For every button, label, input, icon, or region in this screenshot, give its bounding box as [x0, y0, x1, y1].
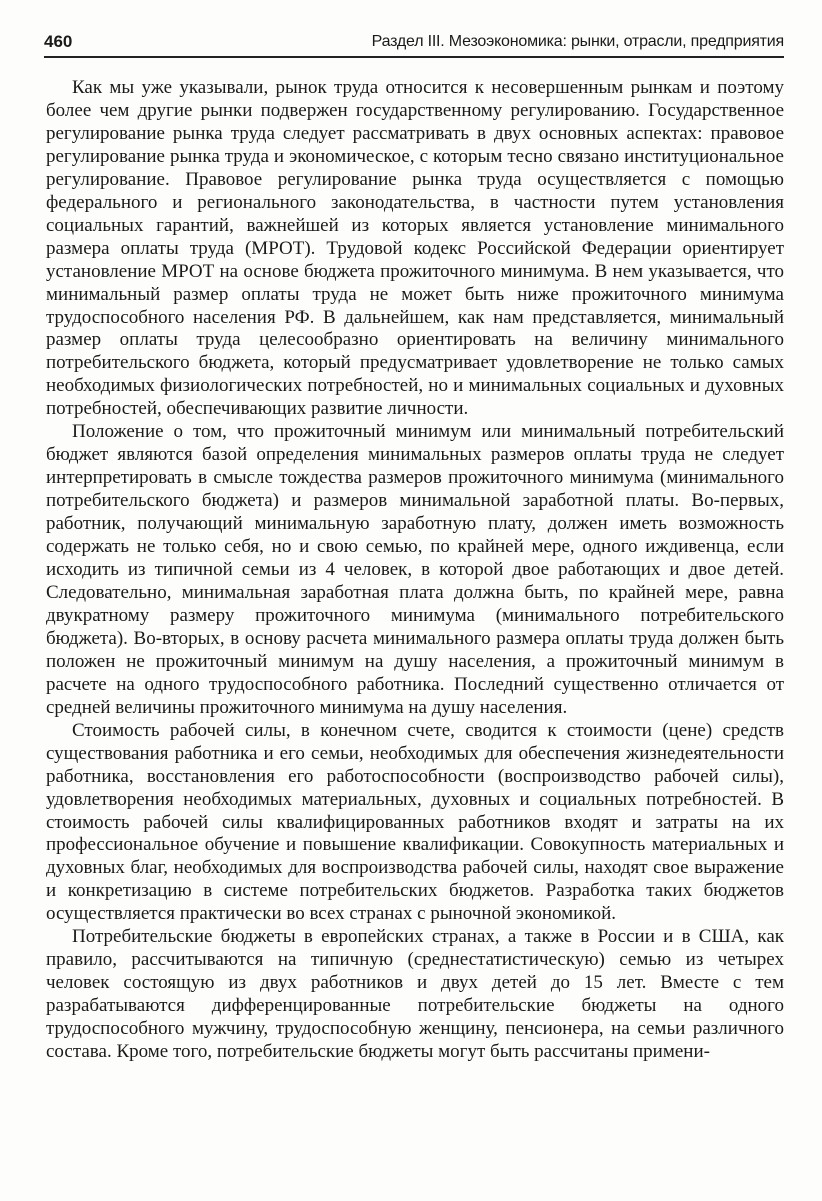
paragraph: Стоимость рабочей силы, в конечном счете, сводится к стоимости (цене) средств существования работника и его семьи, необходимых для обеспечения жизнедеятельности работника, восстановления его работоспособности (воспроизводство рабочей силы), удовлетворения необходимых материальных, духовных и социальных потребностей. В стоимость рабочей силы квалифицированных работников входят и затраты на их профессиональное обучение и повышение квалификации. Совокупность материальных и духовных благ, необходимых для воспроизводства рабочей силы, находят свое выражение и конкретизацию в системе потребительских бюджетов. Разработка таких бюджетов осуществляется практически во всех странах с рыночной экономикой. [46, 719, 784, 925]
body-text [46, 77, 784, 1064]
paragraph: Как мы уже указывали, рынок труда относится к несовершенным рынкам и поэтому более чем другие рынки подвержен государственному регулированию. Государственное регулирование рынка труда следует рассматривать в двух основных аспектах: правовое регулирование рынка труда и экономическое, с которым тесно связано институциональное регулирование. Правовое регулирование рынка труда осуществляется с помощью федерального и регионального законодательства, в частности путем установления социальных гарантий, важнейшей из которых является установление минимального размера оплаты труда (МРОТ). Трудовой кодекс Российской Федерации ориентирует установление МРОТ на основе бюджета прожиточного минимума. В нем указывается, что минимальный размер оплаты труда не может быть ниже прожиточного минимума трудоспособного населения РФ. В дальнейшем, как нам представляется, минимальный размер оплаты труда целесообразно ориентировать на величину минимального потребительского бюджета, который предусматривает удовлетворение не только самых необходимых физиологических потребностей, но и минимальных социальных и духовных потребностей, обеспечивающих развитие личности. [46, 77, 784, 420]
running-head: Раздел III. Мезоэкономика: рынки, отрасли, предприятия [371, 33, 784, 50]
page-header [44, 30, 784, 58]
page-number: 460 [44, 32, 73, 51]
paragraph: Положение о том, что прожиточный минимум или минимальный потребительский бюджет являются базой определения минимальных размеров оплаты труда не следует интерпретировать в смысле тождества размеров прожиточного минимума (минимального потребительского бюджета) и размеров минимальной заработной платы. Во-первых, работник, получающий минимальную заработную плату, должен иметь возможность содержать не только себя, но и свою семью, по крайней мере, одного иждивенца, если исходить из типичной семьи из 4 человек, в которой двое работающих и двое детей. Следовательно, минимальная заработная плата должна быть, по крайней мере, равна двукратному размеру прожиточного минимума (минимального потребительского бюджета). Во-вторых, в основу расчета минимального размера оплаты труда должен быть положен не прожиточный минимум на душу населения, а прожиточный минимум в расчете на одного трудоспособного работника. Последний существенно отличается от средней величины прожиточного минимума на душу населения. [46, 421, 784, 718]
paragraph: Потребительские бюджеты в европейских странах, а также в России и в США, как правило, рассчитываются на типичную (среднестатистическую) семью из четырех человек состоящую из двух работников и двух детей до 15 лет. Вместе с тем разрабатываются дифференцированные потребительские бюджеты на одного трудоспособного мужчину, трудоспособную женщину, пенсионера, на семьи различного состава. Кроме того, потребительские бюджеты могут быть рассчитаны примени- [46, 926, 784, 1063]
